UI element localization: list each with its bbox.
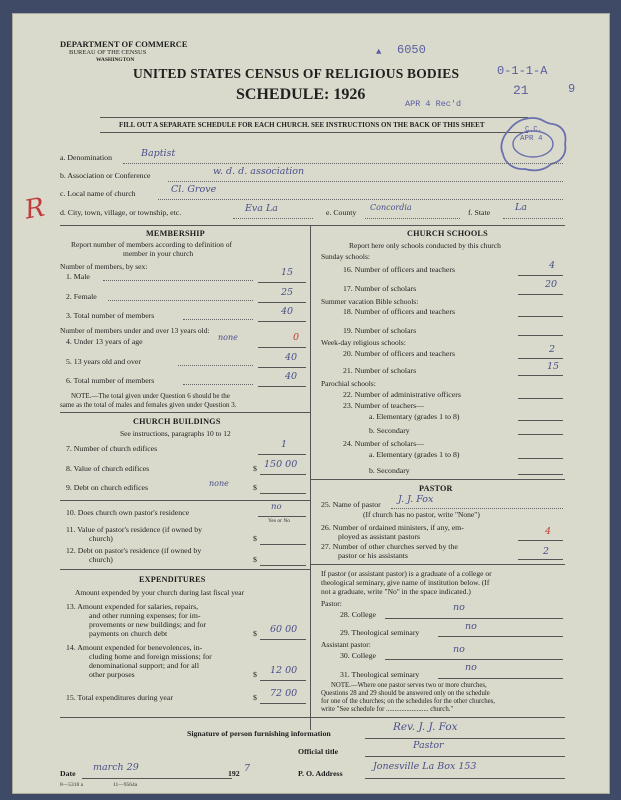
q24-label: 24. Number of scholars— — [343, 439, 424, 448]
association-value[interactable]: w. d. d. association — [213, 166, 305, 177]
q4-note: none — [218, 333, 238, 342]
sunday-heading: Sunday schools: — [321, 252, 370, 261]
denomination-line — [123, 163, 563, 164]
q26-answer-line — [518, 540, 563, 541]
q27-label-2: pastor or his assistants — [338, 551, 408, 560]
q4-label: 4. Under 13 years of age — [66, 337, 143, 346]
q26-label-1: 26. Number of ordained ministers, if any, em- — [321, 523, 464, 532]
schools-bottom-rule — [310, 479, 565, 480]
q17-label: 17. Number of scholars — [343, 284, 417, 293]
q25-label: 25. Name of pastor — [321, 500, 381, 509]
q12-dollar: $ — [253, 555, 257, 564]
q8-value[interactable]: 150 00 — [264, 459, 298, 470]
schools-subtitle: Report here only schools conducted by this church — [349, 241, 501, 250]
table-top-rule — [60, 225, 565, 226]
q3-leader — [183, 319, 253, 320]
q2-value[interactable]: 25 — [281, 287, 294, 298]
q13-value[interactable]: 60 00 — [270, 624, 298, 635]
q10-answer-line — [258, 516, 306, 517]
pastor-note-2: Questions 28 and 29 should be answered only on the schedule — [321, 690, 490, 697]
state-line — [503, 218, 563, 219]
q3-answer-line — [258, 321, 306, 322]
q11-dollar: $ — [253, 534, 257, 543]
q17-value[interactable]: 20 — [545, 279, 558, 290]
instruction-line: FILL OUT A SEPARATE SCHEDULE FOR EACH CHURCH. SEE INSTRUCTIONS ON THE BACK OF THIS SHEET — [119, 121, 485, 129]
serial-prefix-icon: ▲ — [376, 47, 382, 57]
q12-label-1: 12. Debt on pastor's residence (if owned by — [66, 546, 202, 555]
q24b-label: b. Secondary — [369, 466, 410, 475]
received-stamp: APR 4 Rec'd — [405, 99, 462, 109]
q31-label: 31. Theological seminary — [340, 670, 420, 679]
city-label: d. City, town, village, or township, etc. — [60, 208, 182, 217]
signature-line — [365, 738, 565, 739]
pastor-mid-rule — [310, 564, 565, 565]
city-value[interactable]: Eva La — [245, 203, 278, 214]
parochial-heading: Parochial schools: — [321, 379, 376, 388]
official-title-line — [365, 756, 565, 757]
membership-intro-2: member in your church — [123, 249, 194, 258]
signature-value[interactable]: Rev. J. J. Fox — [393, 721, 458, 733]
q21-label: 21. Number of scholars — [343, 366, 417, 375]
schools-title: CHURCH SCHOOLS — [407, 229, 488, 238]
q14-dollar: $ — [253, 670, 257, 679]
official-title-label: Official title — [298, 747, 339, 756]
membership-intro-1: Report number of members according to definition of — [71, 240, 232, 249]
census-schedule-page — [13, 14, 609, 793]
q8-answer-line — [260, 474, 306, 475]
po-address-line — [365, 778, 565, 779]
association-line — [168, 181, 563, 182]
q14-label-4: other purposes — [89, 670, 135, 679]
q1-label: 1. Male — [66, 272, 90, 281]
local-name-value[interactable]: Cl. Grove — [171, 184, 217, 195]
signature-label: Signature of person furnishing information — [187, 729, 331, 738]
age-heading: Number of members under and over 13 years old: — [60, 326, 210, 335]
q14-label-1: 14. Amount expended for benevolences, in- — [66, 643, 203, 652]
q13-label-2: and other running expenses; for im- — [89, 611, 201, 620]
weekday-heading: Week-day religious schools: — [321, 338, 406, 347]
q31-answer-line — [438, 678, 563, 679]
q5-label: 5. 13 years old and over — [66, 357, 141, 366]
print-number: 11—9564a — [113, 782, 138, 788]
q9-dollar: $ — [253, 483, 257, 492]
membership-note-2: same as the total of males and females given under Question 3. — [60, 401, 237, 409]
q3-label: 3. Total number of members — [66, 311, 155, 320]
bureau-heading: BUREAU OF THE CENSUS — [69, 49, 147, 56]
form-title: UNITED STATES CENSUS OF RELIGIOUS BODIES — [133, 66, 460, 81]
q6-label: 6. Total number of members — [66, 376, 155, 385]
q23-label: 23. Number of teachers— — [343, 401, 424, 410]
official-title-value[interactable]: Pastor — [413, 740, 444, 751]
grad-note-1: If pastor (or assistant pastor) is a graduate of a college or — [321, 569, 492, 578]
code-stamp: 0-1-1-A — [497, 64, 548, 78]
schedule-title: SCHEDULE: 1926 — [236, 86, 366, 103]
q7-answer-line — [258, 454, 306, 455]
pastor-note-4: write "See schedule for ......................... church." — [321, 706, 454, 713]
q13-label-4: payments on church debt — [89, 629, 168, 638]
q16-label: 16. Number of officers and teachers — [343, 265, 456, 274]
header-rule-bottom — [100, 132, 528, 133]
po-address-value[interactable]: Jonesville La Box 153 — [373, 761, 477, 772]
q19-label: 19. Number of scholars — [343, 326, 417, 335]
q4-answer-line — [258, 347, 306, 348]
q6-answer-line — [258, 386, 306, 387]
buildings-bottom-rule — [60, 569, 310, 570]
circle-stamp-line1: C.C. — [525, 126, 542, 134]
q18-label: 18. Number of officers and teachers — [343, 307, 456, 316]
q23a-label: a. Elementary (grades 1 to 8) — [369, 412, 460, 421]
q11-label-1: 11. Value of pastor's residence (if owned by — [66, 525, 203, 534]
q30-label: 30. College — [340, 651, 376, 660]
pastor-note-1: NOTE.—Where one pastor serves two or more churches, — [331, 682, 487, 689]
q28-label: 28. College — [340, 610, 376, 619]
q1-leader — [103, 280, 253, 281]
year-prefix: 192 — [228, 769, 240, 778]
q12-label-2: church) — [89, 555, 113, 564]
q26-value[interactable]: 4 — [545, 526, 552, 537]
q7-value[interactable]: 1 — [281, 439, 288, 450]
q15-dollar: $ — [253, 693, 257, 702]
pastor-subheading: Pastor: — [321, 599, 342, 608]
q27-label-1: 27. Number of other churches served by the — [321, 542, 458, 551]
q1-value[interactable]: 15 — [281, 267, 294, 278]
county-line — [365, 218, 460, 219]
po-address-label: P. O. Address — [298, 769, 343, 778]
q14-answer-line — [260, 680, 306, 681]
q23b-label: b. Secondary — [369, 426, 410, 435]
association-label: b. Association or Conference — [60, 171, 151, 180]
q21-answer-line — [518, 375, 563, 376]
membership-bottom-rule — [60, 412, 310, 413]
buildings-subtitle: See instructions, paragraphs 10 to 12 — [120, 429, 231, 438]
serial-stamp: 6050 — [397, 43, 426, 57]
membership-note-1: NOTE.—The total given under Question 6 should be the — [71, 392, 230, 400]
q15-answer-line — [260, 703, 306, 704]
membership-title: MEMBERSHIP — [146, 229, 205, 238]
q21-value[interactable]: 15 — [547, 361, 560, 372]
q30-answer-line — [385, 659, 563, 660]
q6-value[interactable]: 40 — [285, 371, 298, 382]
header-rule-top — [100, 117, 528, 118]
q13-label-1: 13. Amount expended for salaries, repairs, — [66, 602, 199, 611]
q18-answer-line — [518, 316, 563, 317]
q28-answer-line — [385, 618, 563, 619]
q25-hint: (If church has no pastor, write "None") — [363, 510, 480, 519]
q24a-answer-line — [518, 458, 563, 459]
pastor-title: PASTOR — [419, 484, 453, 493]
local-name-line — [158, 199, 563, 200]
form-number: 8—5318 a — [60, 782, 84, 788]
grad-note-3: not a graduate, write "No" in the space indicated.) — [321, 587, 471, 596]
q2-label: 2. Female — [66, 292, 97, 301]
q13-label-3: provements or new buildings; and for — [89, 620, 207, 629]
q5-value[interactable]: 40 — [285, 352, 298, 363]
state-label: f. State — [468, 208, 491, 217]
denomination-value[interactable]: Baptist — [141, 148, 176, 159]
year-digit[interactable]: 7 — [244, 763, 251, 774]
q26-label-2: ployed as assistant pastors — [338, 532, 421, 541]
q27-answer-line — [518, 559, 563, 560]
table-bottom-rule — [60, 717, 565, 718]
q9-value[interactable]: none — [209, 479, 229, 488]
q8-dollar: $ — [253, 464, 257, 473]
q6-leader — [183, 384, 253, 385]
city-line — [233, 218, 313, 219]
date-label: Date — [60, 769, 76, 778]
q10-hint: Yes or No — [268, 518, 291, 524]
q24b-answer-line — [518, 474, 563, 475]
q14-label-3: denominational support; and for all — [89, 661, 199, 670]
pastor-note-3: for one of the churches; on the schedules for the other churches, — [321, 698, 496, 705]
county-label: e. County — [326, 208, 357, 217]
buildings-mid-rule — [60, 500, 310, 501]
q20-label: 20. Number of officers and teachers — [343, 349, 456, 358]
q31-value[interactable]: no — [465, 662, 477, 673]
by-sex-heading: Number of members, by sex: — [60, 262, 148, 271]
q16-value[interactable]: 4 — [549, 260, 556, 271]
local-name-label: c. Local name of church — [60, 189, 136, 198]
q16-answer-line — [518, 275, 563, 276]
buildings-title: CHURCH BUILDINGS — [133, 417, 221, 426]
q12-answer-line — [260, 565, 306, 566]
stamp-number-9: 9 — [568, 82, 576, 96]
q29-value[interactable]: no — [465, 621, 477, 632]
department-heading: DEPARTMENT OF COMMERCE — [60, 39, 188, 49]
date-line — [82, 778, 232, 779]
q30-value[interactable]: no — [453, 644, 465, 655]
q1-answer-line — [258, 282, 306, 283]
q9-label: 9. Debt on church edifices — [66, 483, 149, 492]
q8-label: 8. Value of church edifices — [66, 464, 150, 473]
q4-value[interactable]: 0 — [293, 332, 300, 343]
q20-answer-line — [518, 358, 563, 359]
county-value[interactable]: Concordia — [370, 203, 412, 212]
q14-value[interactable]: 12 00 — [270, 665, 298, 676]
stamp-number-21: 21 — [513, 83, 529, 98]
q22-label: 22. Number of administrative officers — [343, 390, 461, 399]
date-value[interactable]: march 29 — [93, 762, 139, 773]
q3-value[interactable]: 40 — [281, 306, 294, 317]
column-divider — [310, 225, 311, 730]
q7-label: 7. Number of church edifices — [66, 444, 158, 453]
q5-leader — [178, 365, 253, 366]
expenditures-title: EXPENDITURES — [139, 575, 206, 584]
q17-answer-line — [518, 294, 563, 295]
q11-answer-line — [260, 544, 306, 545]
q29-label: 29. Theological seminary — [340, 628, 420, 637]
q10-label: 10. Does church own pastor's residence — [66, 508, 190, 517]
q22-answer-line — [518, 398, 563, 399]
received-circle-stamp-icon — [495, 114, 571, 174]
city-heading: WASHINGTON — [96, 57, 135, 63]
assistant-subheading: Assistant pastor: — [321, 640, 371, 649]
q14-label-2: cluding home and foreign missions; for — [89, 652, 212, 661]
expenditures-subtitle: Amount expended by your church during last fiscal year — [75, 588, 245, 597]
q13-dollar: $ — [253, 629, 257, 638]
q20-value[interactable]: 2 — [549, 344, 556, 355]
q19-answer-line — [518, 335, 563, 336]
q29-answer-line — [438, 636, 563, 637]
q28-value[interactable]: no — [453, 602, 465, 613]
q9-answer-line — [260, 493, 306, 494]
q23b-answer-line — [518, 434, 563, 435]
q10-value[interactable]: no — [271, 502, 282, 512]
state-value[interactable]: La — [515, 202, 527, 213]
margin-r-mark: R — [22, 192, 48, 226]
q15-label: 15. Total expenditures during year — [66, 693, 173, 702]
q11-label-2: church) — [89, 534, 113, 543]
q27-value[interactable]: 2 — [543, 546, 550, 557]
denomination-label: a. Denomination — [60, 153, 112, 162]
q24a-label: a. Elementary (grades 1 to 8) — [369, 450, 460, 459]
q23a-answer-line — [518, 420, 563, 421]
q25-value[interactable]: J. J. Fox — [398, 494, 434, 505]
grad-note-2: theological seminary, give name of institution below. (If — [321, 578, 490, 587]
q13-answer-line — [260, 639, 306, 640]
q25-line — [391, 508, 563, 509]
q2-leader — [108, 300, 253, 301]
q5-answer-line — [258, 367, 306, 368]
q15-value[interactable]: 72 00 — [270, 688, 298, 699]
circle-stamp-line2: APR 4 — [520, 135, 543, 143]
q2-answer-line — [258, 302, 306, 303]
summer-heading: Summer vacation Bible schools: — [321, 297, 419, 306]
